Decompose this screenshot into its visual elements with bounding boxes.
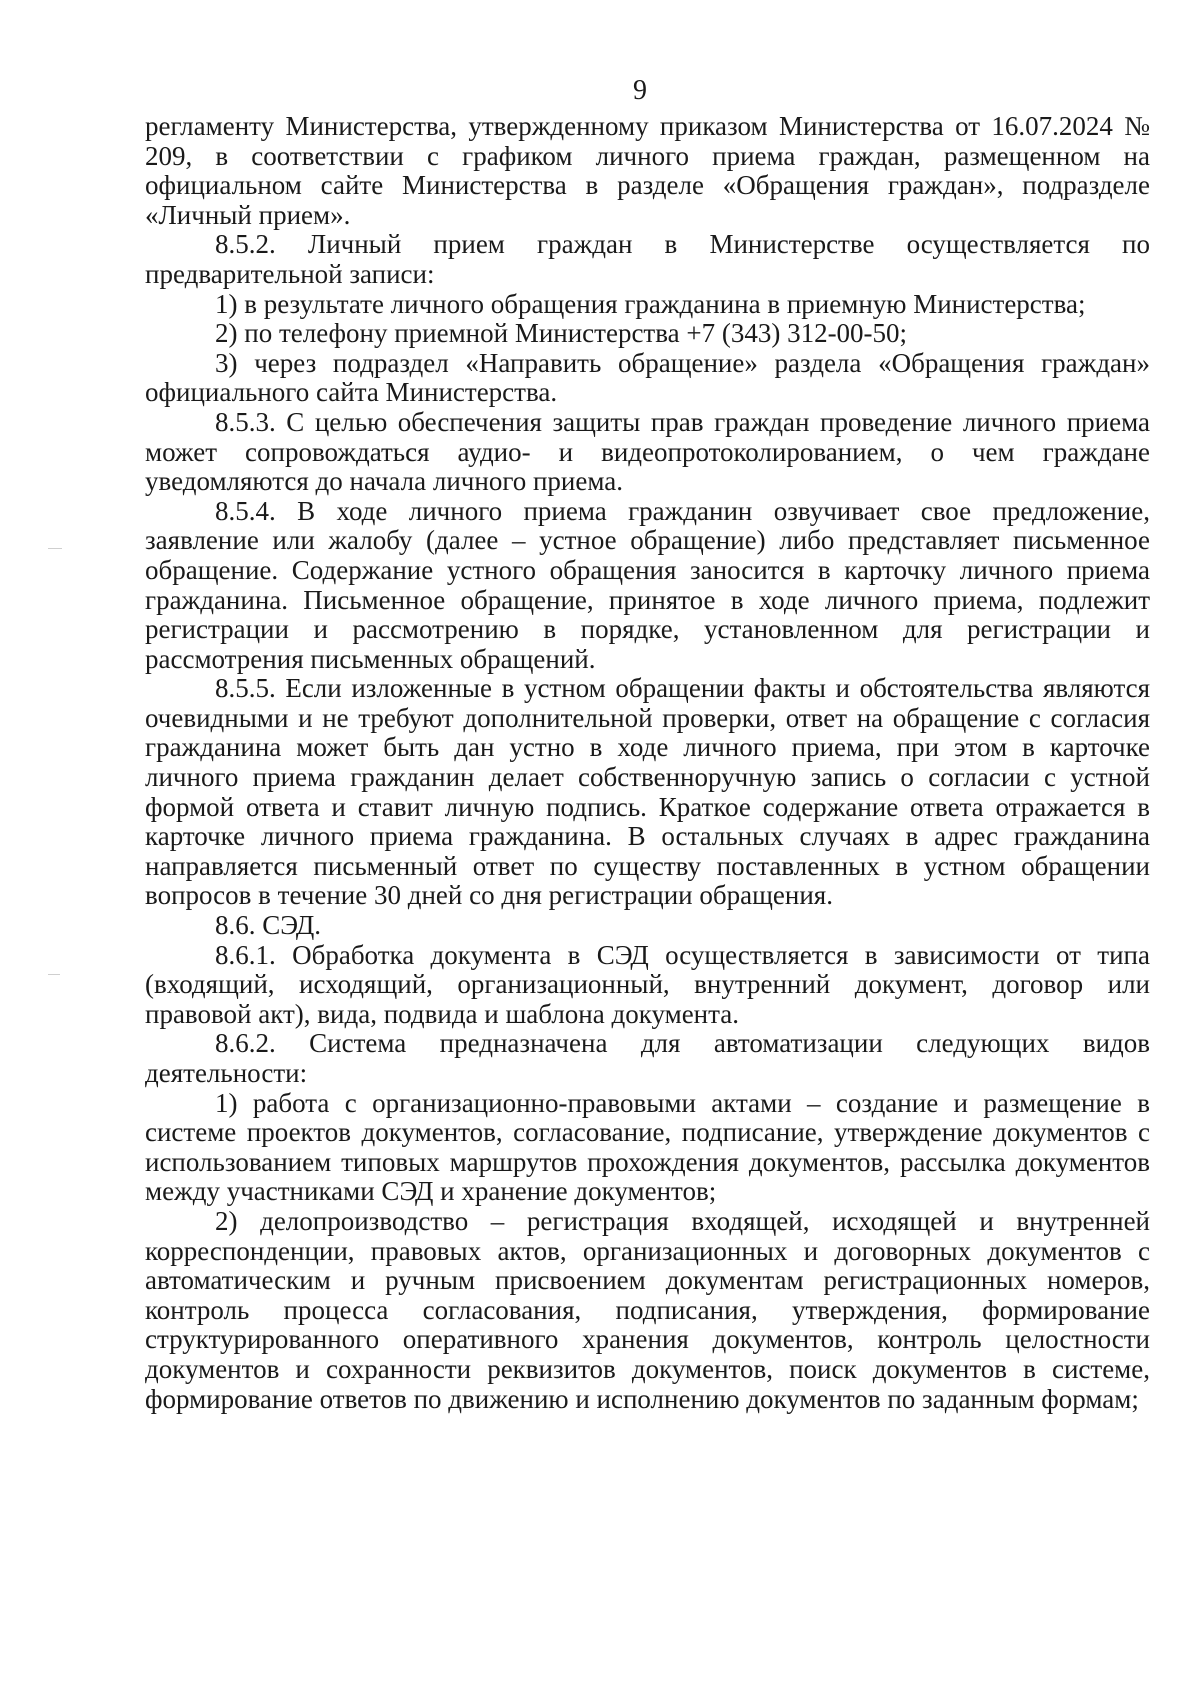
document-body <box>145 112 1150 1414</box>
section-heading-8-6: 8.6. СЭД. <box>215 910 321 941</box>
paragraph-8-6-2: 8.6.2. Система предназначена для автоматизации следующих видов деятельности: <box>145 1028 1150 1088</box>
paragraph-8-6-1: 8.6.1. Обработка документа в СЭД осуществляется в зависимости от типа (входящий, исходящий, организационный, внутренний документ, договор или правовой акт), вида, подвида и шаблона документа. <box>145 939 1150 1029</box>
paragraph-8-5-2: 8.5.2. Личный прием граждан в Министерстве осуществляется по предварительной записи: <box>145 229 1150 289</box>
paragraph-8-5-4: 8.5.4. В ходе личного приема гражданин озвучивает свое предложение, заявление или жалобу (далее – устное обращение) либо представляет письменное обращение. Содержание устного обращения заносится в карточку личного приема гражданина. Письменное обращение, принятое в ходе личного приема, подлежит регистрации и рассмотрению в порядке, установленном для регистрации и рассмотрения письменных обращений. <box>145 495 1150 674</box>
paragraph-8-5-5: 8.5.5. Если изложенные в устном обращении факты и обстоятельства являются очевидными и не требуют дополнительной проверки, ответ на обращение с согласия гражданина может быть дан устно в ходе личного приема, при этом в карточке личного приема гражданин делает собственноручную запись о согласии с устной формой ответа и ставит личную подпись. Краткое содержание ответа отражается в карточке личного приема гражданина. В остальных случаях в адрес гражданина направляется письменный ответ по существу поставленных в устном обращении вопросов в течение 30 дней со дня регистрации обращения. <box>145 673 1150 911</box>
paragraph-continuation: регламенту Министерства, утвержденному приказом Министерства от 16.07.2024 № 209, в соответствии с графиком личного приема граждан, размещенном на официальном сайте Министерства в разделе «Обращения граждан», подразделе «Личный прием». <box>145 111 1150 230</box>
scan-artifact <box>48 974 60 975</box>
list-item-2-records: 2) делопроизводство – регистрация входящей, исходящей и внутренней корреспонденции, правовых актов, организационных и договорных документов с автоматическим и ручным присвоением документам регистрационных номеров, контроль процесса согласования, подписания, утверждения, формирование структурированного оперативного хранения документов, контроль целостности документов и сохранности реквизитов документов, поиск документов в системе, формирование ответов по движению и исполнению документов по заданным формам; <box>145 1205 1150 1414</box>
paragraph-8-5-3: 8.5.3. С целью обеспечения защиты прав граждан проведение личного приема может сопровождаться аудио- и видеопротоколированием, о чем граждане уведомляются до начала личного приема. <box>145 406 1150 497</box>
list-item-3: 3) через подраздел «Направить обращение» раздела «Обращения граждан» официального сайта Министерства. <box>145 347 1150 408</box>
list-item-1: 1) в результате личного обращения гражданина в приемную Министерства; <box>215 288 1086 319</box>
list-item-1-acts: 1) работа с организационно-правовыми актами – создание и размещение в системе проектов документов, согласование, подписание, утверждение документов с использованием типовых маршрутов прохождения документов, рассылка документов между участниками СЭД и хранение документов; <box>145 1087 1150 1207</box>
list-item-2: 2) по телефону приемной Министерства +7 (343) 312-00-50; <box>215 318 908 349</box>
page-number: 9 <box>633 75 647 106</box>
scan-artifact <box>48 548 62 549</box>
